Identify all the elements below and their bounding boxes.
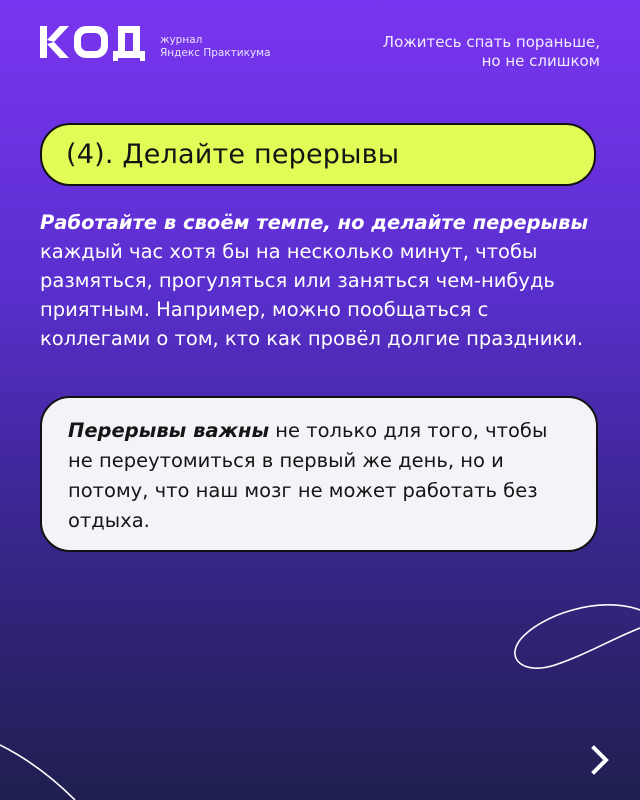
chevron-right-icon[interactable] (586, 742, 616, 778)
slide-heading: (4). Делайте перерывы (66, 139, 400, 170)
note-text: не только для того, чтобы не переутомиться в первый же день, но и потому, что наш мозг не может работать без отдыха. (68, 419, 548, 532)
note-paragraph (68, 416, 570, 536)
kod-logo-mark (40, 22, 148, 62)
note-box (40, 396, 598, 552)
tagline-line1: Ложитесь спать пораньше, (382, 33, 600, 51)
body-bold-lead: Работайте в своём темпе, но делайте перерывы (40, 211, 589, 234)
journal-logo (40, 22, 271, 62)
logo-subtitle-line2: Яндекс Практикума (160, 47, 271, 59)
body-text: каждый час хотя бы на несколько минут, чтобы размяться, прогуляться или заняться чем-нибудь приятным. Например, можно пообщаться с коллегами о том, кто как провёл долгие праздники. (40, 240, 584, 350)
heading-box (40, 123, 596, 186)
series-tagline (383, 33, 600, 71)
body-paragraph (40, 208, 600, 353)
note-bold-lead: Перерывы важны (68, 419, 270, 442)
logo-subtitle-line1: журнал (160, 34, 203, 46)
logo-subtitle (160, 34, 271, 60)
tagline-line2: но не слишком (481, 52, 600, 70)
